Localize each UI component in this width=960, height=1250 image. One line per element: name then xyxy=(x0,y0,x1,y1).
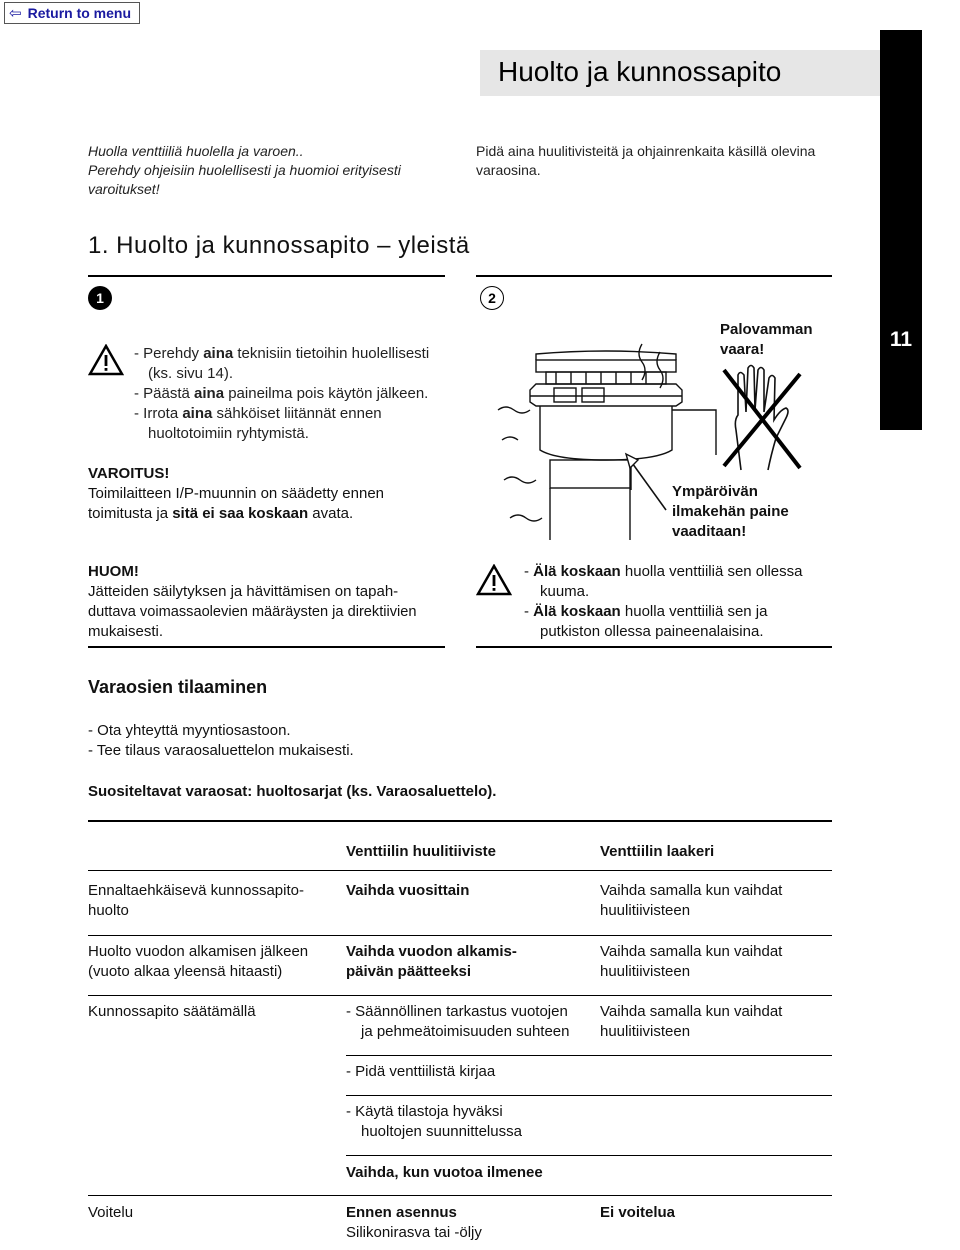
cell-line: huulitiivisteen xyxy=(600,1023,691,1040)
table-cell xyxy=(600,1002,782,1042)
table-cell: Ei voitelua xyxy=(600,1204,676,1221)
cell-line: - Käytä tilastoja hyväksi xyxy=(346,1103,503,1120)
cell-line: huolto xyxy=(88,902,129,919)
table-cell xyxy=(346,1102,522,1142)
chapter-tab xyxy=(880,30,922,430)
note-line: Pidä aina huulitivisteitä ja ohjainrenkaita käsillä olevina xyxy=(476,143,816,159)
cell-line: Vaihda samalla kun vaihdat xyxy=(600,882,783,899)
note-line: Jätteiden säilytyksen ja hävittämisen on tapah- xyxy=(88,583,399,600)
figure-number-1: 1 xyxy=(88,286,112,310)
cell-line: huoltojen suunnittelussa xyxy=(361,1123,522,1140)
caution-line: toimitusta ja sitä ei saa koskaan avata. xyxy=(88,505,354,522)
note-line: mukaisesti. xyxy=(88,623,164,640)
pressure-line: ilmakehän paine xyxy=(672,503,789,520)
spares-title: Varaosien tilaaminen xyxy=(88,677,268,697)
table-row-rule xyxy=(346,1095,832,1096)
warning-line: kuuma. xyxy=(540,583,590,600)
page-title: Huolto ja kunnossapito xyxy=(498,56,782,87)
warning-list-2 xyxy=(524,562,844,642)
pressure-line: Ympäröivän xyxy=(672,483,758,500)
cell-line: - Säännöllinen tarkastus vuotojen xyxy=(346,1003,568,1020)
recommended-spares: Suositeltavat varaosat: huoltosarjat (ks. Varaosaluettelo). xyxy=(88,783,497,800)
table-cell xyxy=(88,881,338,921)
warning-triangle-icon xyxy=(476,564,512,596)
table-cell: Vaihda vuosittain xyxy=(346,882,470,899)
table-cell xyxy=(600,881,782,921)
figure-number-2: 2 xyxy=(480,286,504,310)
cell-line: Vaihda samalla kun vaihdat xyxy=(600,943,783,960)
intro-note-left xyxy=(88,142,448,199)
warning-line: - Perehdy aina teknisiin tietoihin huolellisesti xyxy=(134,345,430,362)
warning-line: - Päästä aina paineilma pois käytön jälkeen. xyxy=(134,385,429,402)
warning-line: - Älä koskaan huolla venttiiliä sen ja xyxy=(524,603,768,620)
intro-note-right xyxy=(476,142,856,180)
divider xyxy=(476,646,832,648)
caution-line: Toimilaitteen I/P-muunnin on säädetty ennen xyxy=(88,485,385,502)
cell-line: päivän päätteeksi xyxy=(346,963,472,980)
table-row-rule xyxy=(346,1155,832,1156)
spares-line: - Tee tilaus varaosaluettelon mukaisesti. xyxy=(88,742,354,759)
warning-line: putkiston ollessa paineenalaisina. xyxy=(540,623,764,640)
table-cell: Vaihda, kun vuotoa ilmenee xyxy=(346,1164,543,1181)
table-row-rule xyxy=(88,1195,832,1196)
cell-line: huulitiivisteen xyxy=(600,902,691,919)
burn-hazard-label xyxy=(720,320,813,360)
no-touch-hand-icon xyxy=(716,360,806,480)
burn-line: vaara! xyxy=(720,341,765,358)
warning-line: (ks. sivu 14). xyxy=(148,365,234,382)
table-row-rule xyxy=(346,1055,832,1056)
table-cell: Kunnossapito säätämällä xyxy=(88,1003,256,1020)
spares-instructions xyxy=(88,721,354,761)
note-line: varaosina. xyxy=(476,162,541,178)
cell-line: Silikonirasva tai -öljy xyxy=(346,1224,482,1241)
cell-line: ja pehmeätoimisuuden suhteen xyxy=(361,1023,570,1040)
return-label: Return to menu xyxy=(27,5,132,21)
note-line: varoitukset! xyxy=(88,181,160,197)
warning-triangle-icon xyxy=(88,344,124,376)
pressure-line: vaaditaan! xyxy=(672,523,747,540)
table-cell: - Pidä venttiilistä kirjaa xyxy=(346,1063,496,1080)
warning-line: huoltotoimiin ryhtymistä. xyxy=(148,425,309,442)
warning-list-1 xyxy=(134,344,454,444)
cell-line: Vaihda samalla kun vaihdat xyxy=(600,1003,783,1020)
col-header-bearing: Venttiilin laakeri xyxy=(600,843,715,860)
table-cell xyxy=(346,1203,482,1243)
cell-line: Huolto vuodon alkamisen jälkeen xyxy=(88,943,309,960)
cell-line: Ennen asennus xyxy=(346,1204,457,1221)
spares-line: - Ota yhteyttä myyntiosastoon. xyxy=(88,722,291,739)
note-title: HUOM! xyxy=(88,563,139,580)
table-row-rule xyxy=(88,995,832,996)
burn-line: Palovamman xyxy=(720,321,813,338)
cell-line: Vaihda vuodon alkamis- xyxy=(346,943,517,960)
divider xyxy=(88,646,445,648)
note-line: Huolla venttiiliä huolella ja varoen.. xyxy=(88,143,304,159)
note-line: duttava voimassaolevien määräysten ja direktiivien xyxy=(88,604,417,620)
note-line: Perehdy ohjeisiin huolellisesti ja huomioi erityisesti xyxy=(88,162,401,178)
table-cell: Voitelu xyxy=(88,1204,134,1221)
table-cell xyxy=(88,942,338,982)
caution-block xyxy=(88,464,448,524)
note-block xyxy=(88,562,448,642)
arrow-left-icon: ⇦ xyxy=(9,5,22,22)
warning-line: - Irrota aina sähköiset liitännät ennen xyxy=(134,405,382,422)
divider xyxy=(88,275,445,277)
table-top-rule xyxy=(88,820,832,822)
table-cell xyxy=(600,942,782,982)
table-cell xyxy=(346,1002,596,1042)
table-cell xyxy=(346,942,517,982)
warning-line: - Älä koskaan huolla venttiiliä sen ollessa xyxy=(524,563,803,580)
return-to-menu-button[interactable] xyxy=(4,2,140,24)
divider xyxy=(476,275,832,277)
table-header-rule xyxy=(88,870,832,871)
cell-line: huulitiivisteen xyxy=(600,963,691,980)
cell-line: Ennaltaehkäisevä kunnossapito- xyxy=(88,882,304,899)
section-title: 1. Huolto ja kunnossapito – yleistä xyxy=(88,232,470,259)
caution-title: VAROITUS! xyxy=(88,465,170,482)
col-header-seal: Venttiilin huulitiiviste xyxy=(346,843,497,860)
pressure-label xyxy=(672,482,789,542)
cell-line: (vuoto alkaa yleensä hitaasti) xyxy=(88,963,283,980)
table-row-rule xyxy=(88,935,832,936)
chapter-number: 11 xyxy=(889,328,913,351)
